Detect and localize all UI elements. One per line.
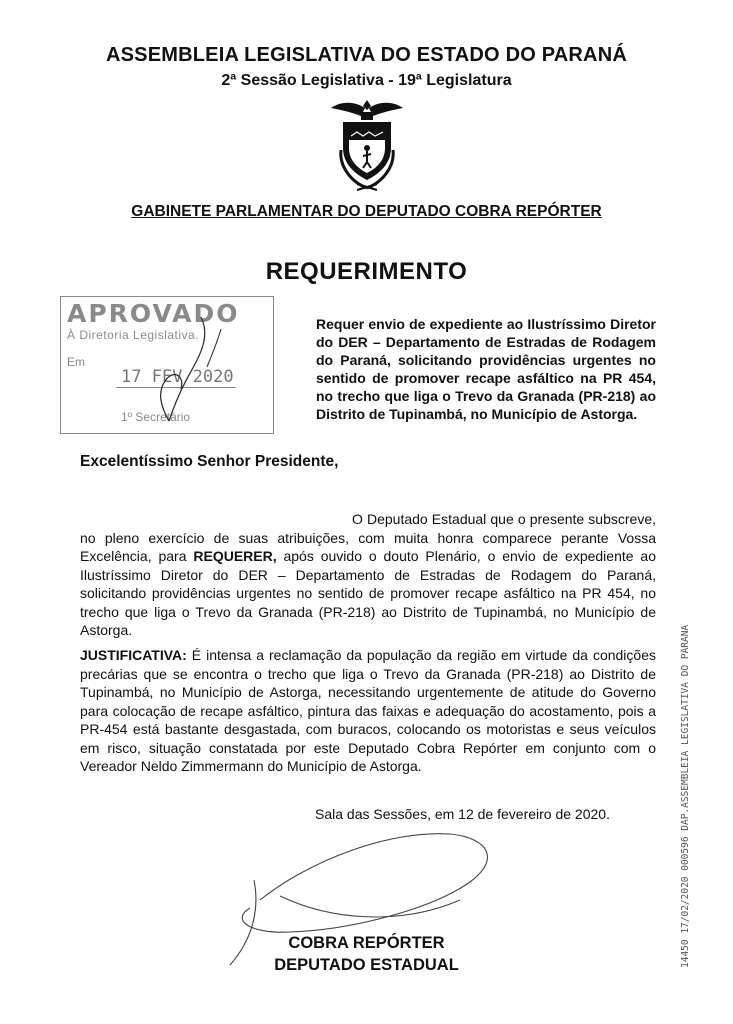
session-subtitle: 2ª Sessão Legislativa - 19ª Legislatura bbox=[221, 72, 512, 89]
stamp-handwritten-signature bbox=[61, 297, 273, 433]
body-paragraph bbox=[80, 510, 656, 640]
stamp-status: APROVADO bbox=[67, 299, 240, 328]
justification-paragraph bbox=[80, 646, 656, 776]
stamp-destination: À Diretoria Legislativa. bbox=[67, 328, 200, 342]
request-summary: Requer envio de expediente ao Ilustríssimo Diretor do DER – Departamento de Estradas de Rodagem do Paraná, solicitando providências urgentes no sentido de promover recape asfáltico na PR 454, no trecho que liga o Trevo da Granada (PR-218) ao Distrito de Tupinambá, no Município de Astorga. bbox=[316, 316, 656, 422]
signer-name: COBRA REPÓRTER bbox=[288, 934, 445, 952]
body-keyword: REQUERER, bbox=[193, 548, 277, 564]
stamp-em-label: Em bbox=[67, 355, 85, 369]
stamp-date: 17 FEV 2020 bbox=[121, 367, 234, 387]
body-text-before: O Deputado Estadual que o presente subscreve, no pleno exercício de suas atribuições, com muita honra comparece perante Vossa Excelência, para bbox=[80, 511, 656, 564]
document-title: REQUERIMENTO bbox=[265, 258, 468, 285]
parana-coat-of-arms-icon bbox=[327, 96, 407, 192]
body-text-after: após ouvido o douto Plenário, o envio de expediente ao Ilustríssimo Diretor do DER – Departamento de Estradas de Rodagem do Paraná, solicitando providências urgentes no sentido de promover recape asfáltico na PR 454, no trecho que liga o Trevo da Granada (PR-218) ao Distrito de Tupinambá, no Município de Astorga. bbox=[80, 548, 656, 638]
stamp-role: 1º Secretário bbox=[121, 410, 191, 424]
justification-text: É intensa a reclamação da população da região em virtude da condições precárias que se encontra o trecho que liga o Trevo da Granada (PR-218) ao Distrito de Tupinambá, no Município de Astorga, necessitando urgentemente de atitude do Governo para colocação de recape asfáltico, pintura das faixas e adequação do acostamento, pois a PR-454 está bastante desgastada, com buracos, colocando os motoristas e seus veículos em risco, situação constatada por este Deputado Cobra Repórter em conjunto com o Vereador Neldo Zimmermann do Município de Astorga. bbox=[80, 647, 656, 774]
closing-date-line: Sala das Sessões, em 12 de fevereiro de 2020. bbox=[315, 806, 610, 822]
assembly-title: ASSEMBLEIA LEGISLATIVA DO ESTADO DO PARANÁ bbox=[105, 44, 627, 66]
protocol-stamp: 14450 17/02/2020 000596 DAP.ASSEMBLEIA LEGISLATIVA DO PARANA bbox=[680, 624, 691, 968]
justification-label: JUSTIFICATIVA: bbox=[80, 647, 187, 663]
signer-role: DEPUTADO ESTADUAL bbox=[274, 956, 459, 974]
office-heading: GABINETE PARLAMENTAR DO DEPUTADO COBRA REPÓRTER bbox=[131, 203, 602, 220]
approval-stamp bbox=[60, 296, 274, 434]
salutation: Excelentíssimo Senhor Presidente, bbox=[80, 453, 339, 470]
